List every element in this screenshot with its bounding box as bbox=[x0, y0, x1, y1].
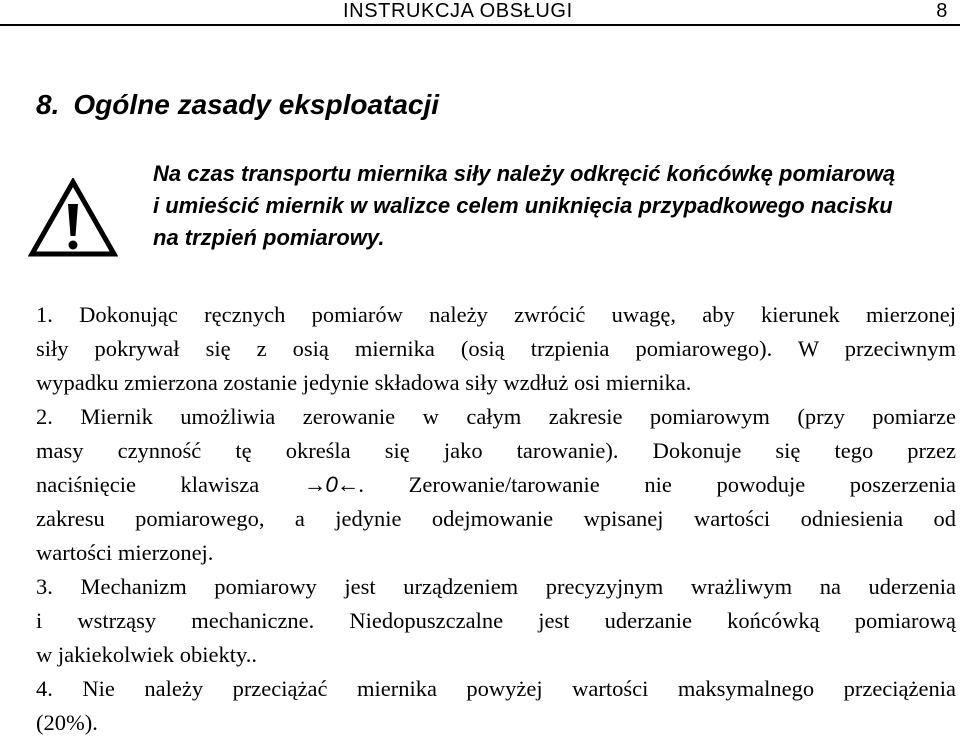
list-item-line: 3. Mechanizm pomiarowy jest urządzeniem precyzyjnym wrażliwym na uderzenia bbox=[36, 574, 956, 599]
warning-line: i umieścić miernik w walizce celem uniknięcia przypadkowego nacisku bbox=[153, 193, 893, 218]
list-item-2 bbox=[36, 400, 956, 570]
list-item-text: naciśnięcie klawisza bbox=[36, 472, 304, 497]
header-title: INSTRUKCJA OBSŁUGI bbox=[343, 0, 573, 22]
page-number: 8 bbox=[936, 0, 948, 22]
zero-key-icon: →0← bbox=[303, 472, 359, 497]
list-item-line: 4. Nie należy przeciążać miernika powyżej wartości maksymalnego przeciążenia bbox=[36, 676, 956, 701]
page-header bbox=[0, 0, 960, 26]
list-item-line: masy czynność tę określa się jako tarowanie). Dokonuje się tego przez bbox=[36, 438, 956, 463]
warning-line: na trzpień pomiarowy. bbox=[153, 225, 385, 250]
list-item-line: zakresu pomiarowego, a jedynie odejmowanie wpisanej wartości odniesienia od bbox=[36, 506, 956, 531]
section-number: 8. bbox=[36, 89, 60, 120]
list-item-line: 1. Dokonując ręcznych pomiarów należy zwrócić uwagę, aby kierunek mierzonej bbox=[36, 302, 956, 327]
list-item-line: i wstrząsy mechaniczne. Niedopuszczalne jest uderzanie końcówką pomiarową bbox=[36, 608, 956, 633]
list-item-1 bbox=[36, 298, 956, 400]
warning-line: Na czas transportu miernika siły należy odkręcić końcówkę pomiarową bbox=[153, 161, 896, 186]
rules-list bbox=[36, 298, 956, 740]
warning-triangle-icon bbox=[28, 178, 118, 258]
list-item-3 bbox=[36, 570, 956, 672]
header-rule bbox=[0, 24, 960, 26]
list-item-line: (20%). bbox=[36, 710, 98, 735]
list-item-line: w jakiekolwiek obiekty.. bbox=[36, 642, 257, 667]
list-item-line: wartości mierzonej. bbox=[36, 540, 214, 565]
list-item-text: . Zerowanie/tarowanie nie powoduje poszerzenia bbox=[358, 472, 956, 497]
list-item-line: wypadku zmierzona zostanie jedynie składowa siły wzdłuż osi miernika. bbox=[36, 370, 692, 395]
warning-note bbox=[153, 158, 953, 254]
section-title-text: Ogólne zasady eksploatacji bbox=[73, 89, 440, 120]
list-item-line: 2. Miernik umożliwia zerowanie w całym zakresie pomiarowym (przy pomiarze bbox=[36, 404, 956, 429]
list-item-line: siły pokrywał się z osią miernika (osią trzpienia pomiarowego). W przeciwnym bbox=[36, 336, 956, 361]
list-item-line bbox=[36, 468, 956, 502]
section-title bbox=[36, 88, 439, 122]
